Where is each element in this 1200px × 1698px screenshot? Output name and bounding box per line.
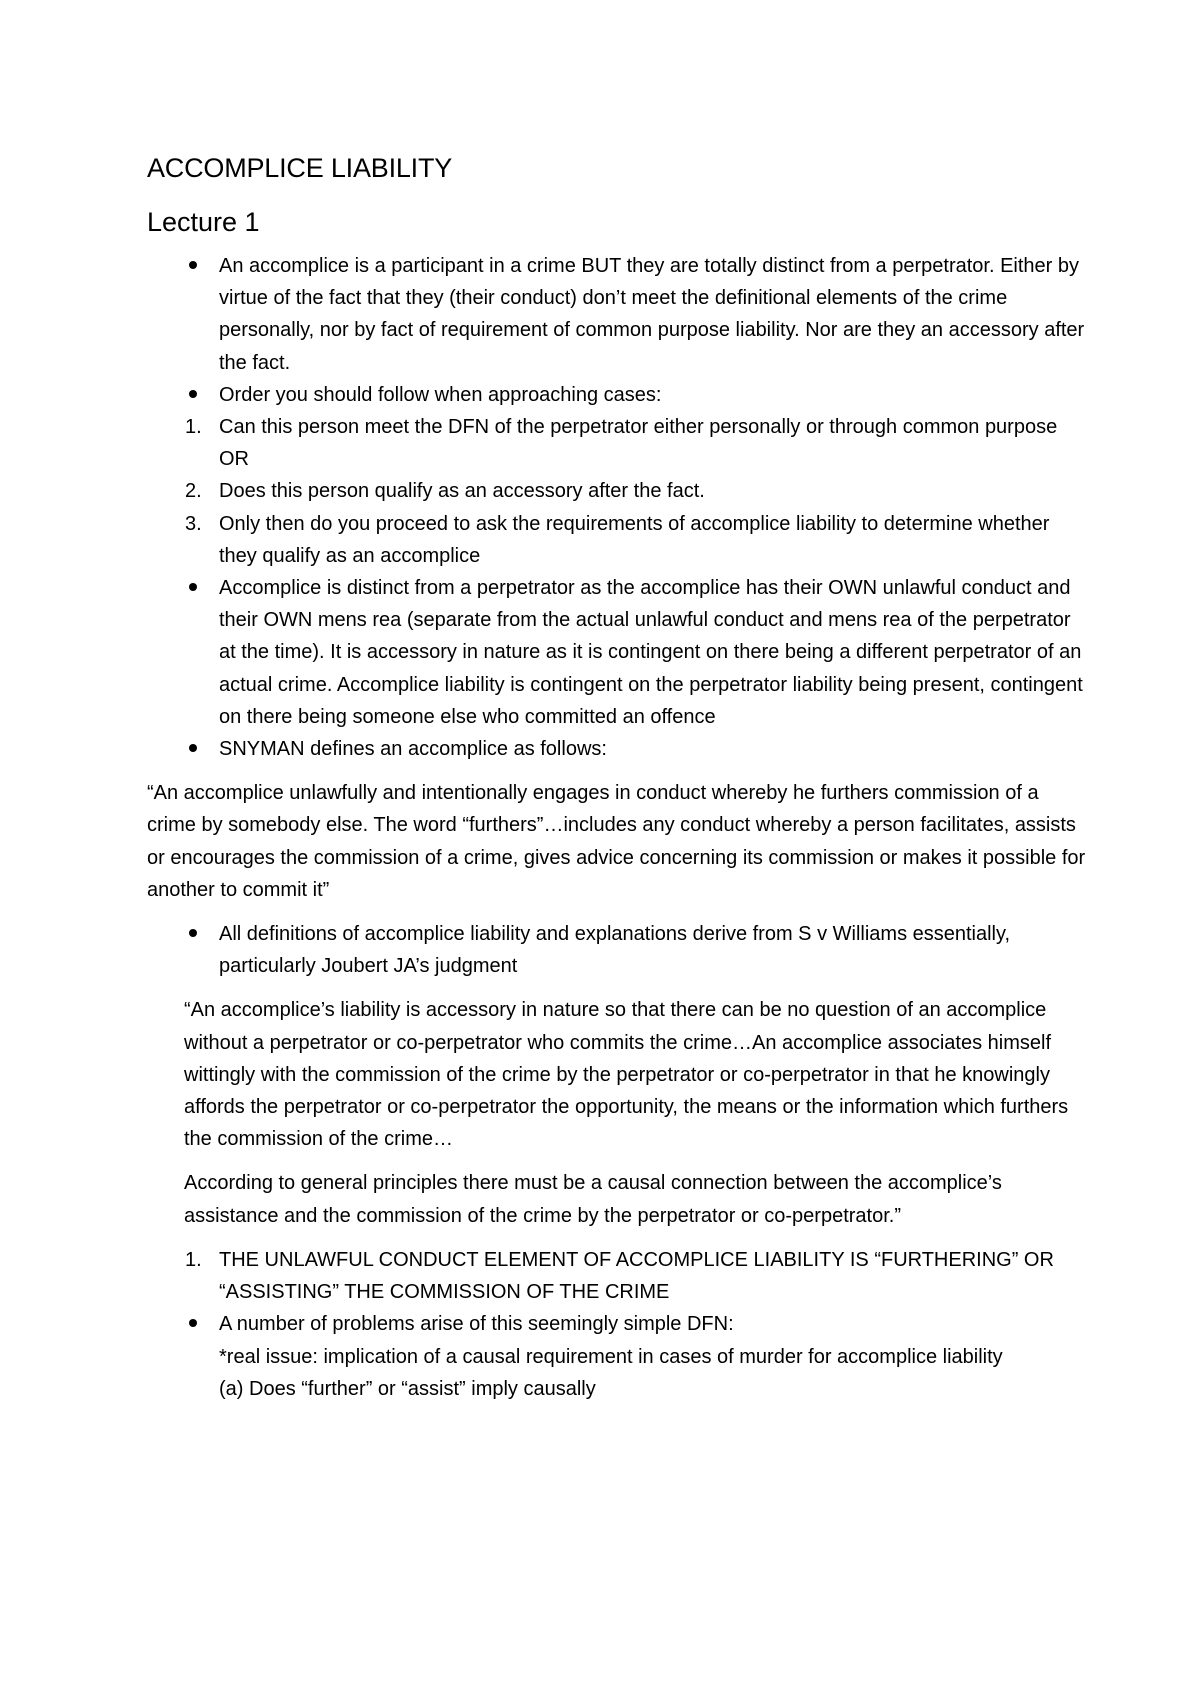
list-item-text: SNYMAN defines an accomplice as follows: (219, 738, 607, 761)
number-marker: 3. (185, 512, 202, 535)
document-title: ACCOMPLICE LIABILITY (147, 153, 453, 183)
conduct-element-list (147, 1244, 1087, 1405)
list-item (147, 1244, 1087, 1308)
list-item-text: Does this person qualify as an accessory after the fact. (219, 480, 705, 503)
list-item-text: An accomplice is a participant in a crime BUT they are totally distinct from a perpetrator. Either by virtue of the fact that they (their conduct) don’t meet the definitional elements of the crime personally, nor by fact of requirement of common purpose liability. Nor are they an accessory after the fact. (219, 255, 1085, 374)
list-item (147, 508, 1087, 572)
williams-quote-continued: According to general principles there must be a causal connection between the accomplice’s assistance and the commission of the crime by the perpetrator or co-perpetrator.” (184, 1172, 1002, 1227)
list-item-text: All definitions of accomplice liability and explanations derive from S v Williams essentially, particularly Joubert JA’s judgment (219, 923, 1011, 978)
bullet-marker (185, 379, 215, 411)
bullet-marker (185, 572, 215, 604)
list-item (147, 733, 1087, 765)
number-marker: 1. (185, 1248, 202, 1271)
list-item-text: A number of problems arise of this seemingly simple DFN: (219, 1313, 734, 1336)
bullet-marker (185, 250, 215, 282)
list-item (147, 572, 1087, 733)
number-marker: 2. (185, 480, 202, 503)
list-item (147, 379, 1087, 411)
lecture-heading: Lecture 1 (147, 207, 260, 237)
list-item-text: Accomplice is distinct from a perpetrator as the accomplice has their OWN unlawful conduct and their OWN mens rea (separate from the actual unlawful conduct and mens rea of the perpetrator at the time). It is accessory in nature as it is contingent on there being a different perpetrator of an actual crime. Accomplice liability is contingent on the perpetrator liability being present, contingent on there being someone else who committed an offence (219, 577, 1083, 728)
list-item (147, 250, 1087, 379)
williams-list (147, 918, 1087, 982)
list-item (147, 1308, 1087, 1405)
list-item (147, 918, 1087, 982)
list-item-subline: *real issue: implication of a causal requirement in cases of murder for accomplice liability (219, 1345, 1003, 1368)
list-item (147, 475, 1087, 507)
snyman-quote: “An accomplice unlawfully and intentionally engages in conduct whereby he furthers commission of a crime by somebody else. The word “furthers”…includes any conduct whereby a person facilitates, assists or encourages the commission of a crime, gives advice concerning its commission or makes it possible for another to commit it” (147, 782, 1086, 901)
list-item-text: THE UNLAWFUL CONDUCT ELEMENT OF ACCOMPLICE LIABILITY IS “FURTHERING” OR “ASSISTING” THE COMMISSION OF THE CRIME (219, 1248, 1054, 1304)
list-item-subline: (a) Does “further” or “assist” imply causally (219, 1377, 596, 1400)
list-item-text: Only then do you proceed to ask the requirements of accomplice liability to determine whether they qualify as an accomplice (219, 512, 1050, 567)
bullet-marker (185, 733, 215, 765)
document-body (147, 150, 1087, 1405)
bullet-marker (185, 1308, 215, 1340)
bullet-marker (185, 918, 215, 950)
list-item (147, 411, 1087, 475)
williams-quote: “An accomplice’s liability is accessory in nature so that there can be no question of an accomplice without a perpetrator or co-perpetrator who commits the crime…An accomplice associates himself wittingly with the commission of the crime by the perpetrator or co-perpetrator in that he knowingly affords the perpetrator or co-perpetrator the opportunity, the means or the information which furthers the commission of the crime… (184, 999, 1069, 1151)
main-list (147, 250, 1087, 765)
number-marker: 1. (185, 416, 202, 439)
list-item-text: Order you should follow when approaching cases: (219, 383, 662, 406)
list-item-text: Can this person meet the DFN of the perpetrator either personally or through common purpose OR (219, 416, 1058, 471)
